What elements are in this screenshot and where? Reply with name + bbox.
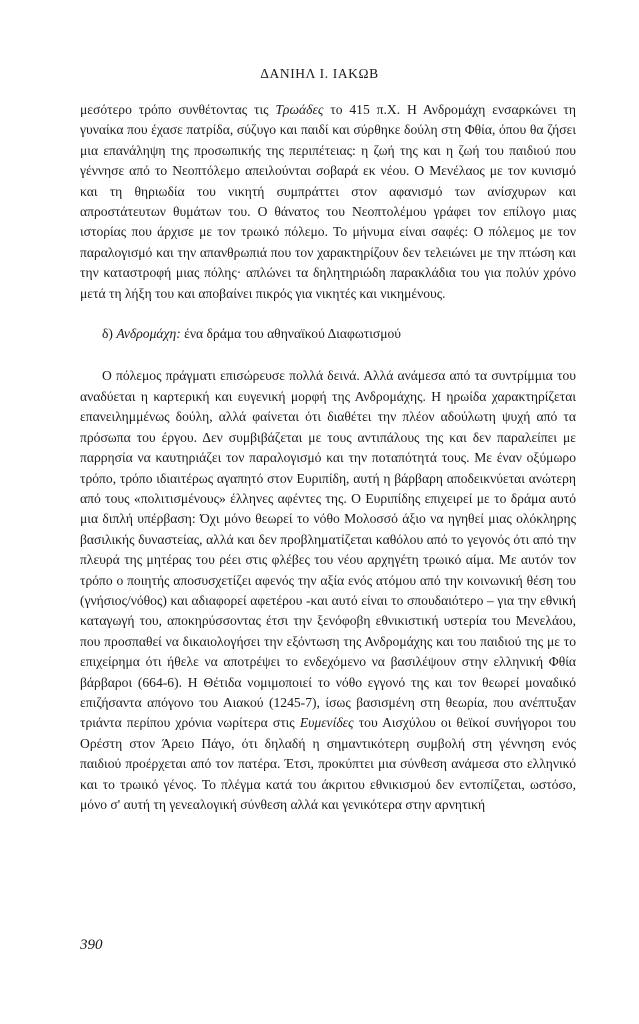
page-number: 390 [80,937,103,953]
play-title-troades: Τρωάδες [275,102,324,117]
spacer [80,304,576,324]
paragraph-main [80,366,576,815]
running-head: ΔΑΝΙΗΛ Ι. ΙΑΚΩΒ [260,66,379,81]
section-heading [80,324,576,344]
paragraph2-text-rest: του Αισχύλου οι θεϊκοί συνήγοροι του Ορέστη στον Άρειο Πάγο, ότι δηλαδή η σημαντικότερη συμβολή στη γέννηση ενός παιδιού προέρχεται από τον πατέρα. Έτσι, προκύπτει μια σύνθεση ανάμεσα στο ελληνικό και το τρωικό γένος. Το πλέγμα κατά του άκριτου εθνικισμού δεν εντοπίζεται, ωστόσο, μόνο σ' αυτή τη γενεαλογική σύνθεση αλλά και γενικότερα στην αρνητική [80,715,576,812]
paragraph1-text-start: μεσότερο τρόπο συνθέτοντας τις [80,102,276,117]
paragraph2-text-start: Ο πόλεμος πράγματι επισώρευσε πολλά δεινά. Αλλά ανάμεσα από τα συντρίμμια του αναδύεται η καρτερική και ευγενική μορφή της Ανδρομάχης. Η ηρωίδα χαρακτηρίζεται επανειλημμένως δούλη, αλλά φαίνεται ότι διαθέτει την πλέον αδούλωτη ψυχή από τα πρόσωπα του έργου. Δεν συμβιβάζεται με τους αντιπάλους της και δεν παραλείπει με παρρησία να καυτηριάζει τον παραλογισμό και την ποταπότητά τους. Με έναν οξύμωρο τρόπο, τρόπο ιδιαιτέρως αγαπητό στον Ευριπίδη, αυτή η βάρβαρη αποδεικνύεται ανώτερη από τους «πολιτισμένους» έλληνες αφέντες της. Ο Ευριπίδης επιχειρεί με το δράμα αυτό μια διπλή υπέρβαση: Όχι μόνο θεωρεί το νόθο Μολοσσό άξιο να ηγηθεί μιας ολόκληρης βασιλικής δυναστείας, αλλά και δεν προβληματίζεται καθόλου από το γεγονός ότι από την πλευρά της μητέρας του ρέει στις φλέβες του νέου αρχηγέτη τρωικό αίμα. Με αυτόν τον τρόπο ο ποιητής αποσυσχετίζει αφενός την αξία ενός ατόμου από την κοινωνική θέση του (γνήσιος/νόθος) και αδιαφορεί αφετέρου -και αυτό είναι το σπουδαιότερο – για την εθνική καταγωγή του, αποκηρύσσοντας έτσι την ξενόφοβη εθνικιστική υστερία του Μενελάου, που προσπαθεί να δικαιολογήσει την εξόντωση της Ανδρομάχης και του παιδιού της με το επιχείρημα ότι ήθελε να αποτρέψει το ενδεχόμενο να βασιλέψουν στην ελληνική Φθία βάρβαροι (664-6). Η Θέτιδα νομιμοποιεί το νόθο εγγονό της και τον θεωρεί μοναδικό επιζήσαντα απόγονο του Αιακού (1245-7), ίσως βασισμένη στη θεωρία, που ανέπτυξαν τριάντα περίπου χρόνια νωρίτερα στις [80,368,576,731]
spacer [80,344,576,366]
body-text [80,100,576,815]
section-heading-rest: ένα δράμα του αθηναϊκού Διαφωτισμού [180,326,402,342]
section-heading-italic: Ανδρομάχη: [116,326,181,342]
paragraph-continued [80,100,576,304]
section-prefix: δ) [102,326,117,342]
paragraph1-text-rest: το 415 π.Χ. Η Ανδρομάχη ενσαρκώνει τη γυναίκα που έχασε πατρίδα, σύζυγο και παιδί και σύρθηκε δούλη στη Φθία, όπου θα ζήσει μια επανάληψη της προσωπικής της περιπέτειας: η ζωή της και η ζωή του παιδιού που γέννησε από το Νεοπτόλεμο απειλούνται σοβαρά εκ νέου. Ο Μενέλαος με τον κυνισμό και τη θηριωδία του νικητή συμπράττει στον αφανισμό των ανίσχυρων και απροστάτευτων θυμάτων του. Ο θάνατος του Νεοπτολέμου γράφει τον επίλογο μιας ιστορίας που άρχισε με τον τρωικό πόλεμο. Το μήνυμα είναι σαφές: Ο πόλεμος με τον παραλογισμό και την απανθρωπιά που τον χαρακτηρίζουν δεν τελειώνει με την πτώση και την καταστροφή μιας πόλης· απλώνει τα δηλητηριώδη παρακλάδια του για πολύν χρόνο μετά τη λήξη του και αποβαίνει πικρός για νικητές και νικημένους. [80,102,576,301]
play-title-eumenides: Ευμενίδες [299,715,354,731]
